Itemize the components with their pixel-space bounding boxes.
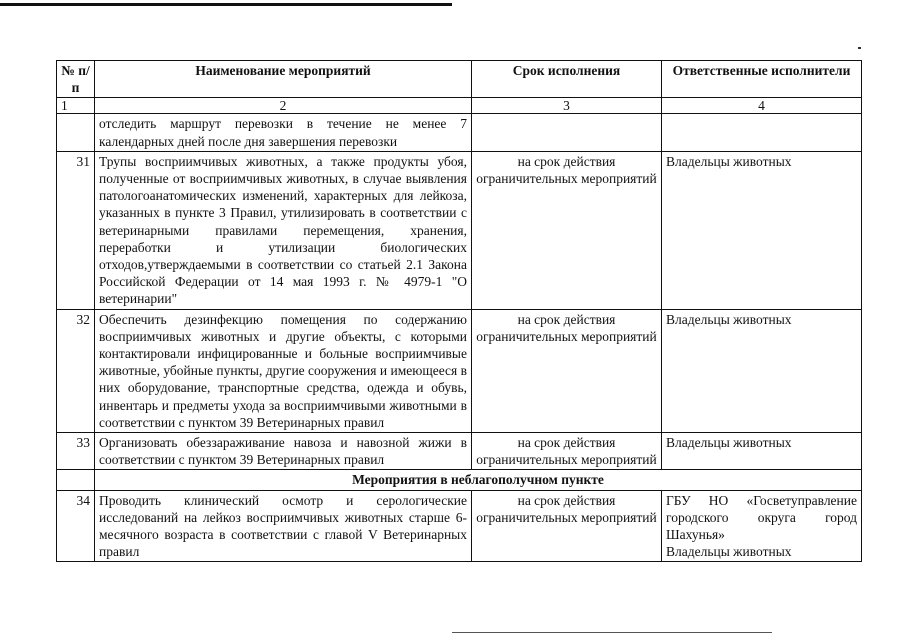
responsible-owner: Владельцы животных — [666, 544, 792, 560]
column-number-3: 3 — [472, 98, 662, 114]
measure-text: Организовать обеззараживание навоза и навозной жижи в соответствии с пунктом 39 Ветеринарных правил — [95, 433, 472, 470]
responsible-text: Владельцы животных — [662, 309, 862, 432]
section-row — [57, 470, 862, 490]
responsible-text — [662, 114, 862, 151]
header-col-term: Срок исполнения — [472, 61, 662, 98]
header-col-num: № п/п — [57, 61, 95, 98]
responsible-cell — [662, 490, 862, 562]
header-col-resp: Ответственные исполнители — [662, 61, 862, 98]
measures-table — [56, 60, 862, 562]
column-number-row — [57, 98, 862, 114]
table-row — [57, 490, 862, 562]
column-number-2: 2 — [95, 98, 472, 114]
measure-text: Обеспечить дезинфекцию помещения по содержанию восприимчивых животных и другие объекты, с которыми контактировали инфицированные и больные восприимчивые животные, убойные пункты, другие сооружения и имеющееся в них оборудование, транспортные средства, одежда и обувь, инвентарь и предметы ухода за восприимчивыми животными в соответствии с пунктом 39 Ветеринарных правил — [95, 309, 472, 432]
row-number: 32 — [57, 309, 95, 432]
term-text: на срок действия ограничительных мероприятий — [472, 151, 662, 309]
term-text — [472, 114, 662, 151]
top-scan-line — [0, 3, 452, 6]
responsible-org: ГБУ НО «Госветуправление городского округа город Шахунья» — [666, 492, 857, 543]
term-text: на срок действия ограничительных мероприятий — [472, 309, 662, 432]
column-number-4: 4 — [662, 98, 862, 114]
row-number: 31 — [57, 151, 95, 309]
header-col-name: Наименование мероприятий — [95, 61, 472, 98]
scan-speck — [858, 47, 861, 49]
measure-text: Трупы восприимчивых животных, а также продукты убоя, полученные от восприимчивых животных, в случае выявления патологоанатомических изменений, характерных для лейкоза, указанных в пункте 3 Правил, утилизировать в соответствии с ветеринарными правилами перемещения, хранения, переработки и утилизации биологических отходов,утверждаемыми в соответствии со статьей 2.1 Закона Российской Федерации от 14 мая 1993 г. № 4979-1 "О ветеринарии" — [95, 151, 472, 309]
section-title: Мероприятия в неблагополучном пункте — [95, 470, 862, 490]
row-number — [57, 114, 95, 151]
table-row — [57, 151, 862, 309]
responsible-text: Владельцы животных — [662, 151, 862, 309]
section-empty-cell — [57, 470, 95, 490]
term-text: на срок действия ограничительных мероприятий — [472, 490, 662, 562]
term-text: на срок действия ограничительных мероприятий — [472, 433, 662, 470]
responsible-text: Владельцы животных — [662, 433, 862, 470]
table-row — [57, 433, 862, 470]
table-row — [57, 309, 862, 432]
measure-text: Проводить клинический осмотр и серологические исследований на лейкоз восприимчивых животных старше 6-месячного возраста в соответствии с главой V Ветеринарных правил — [95, 490, 472, 562]
header-row — [57, 61, 862, 98]
measure-text: отследить маршрут перевозки в течение не менее 7 календарных дней после дня завершения перевозки — [95, 114, 472, 151]
bottom-scan-line — [452, 632, 772, 633]
column-number-1: 1 — [57, 98, 95, 114]
row-number: 33 — [57, 433, 95, 470]
table-row — [57, 114, 862, 151]
row-number: 34 — [57, 490, 95, 562]
